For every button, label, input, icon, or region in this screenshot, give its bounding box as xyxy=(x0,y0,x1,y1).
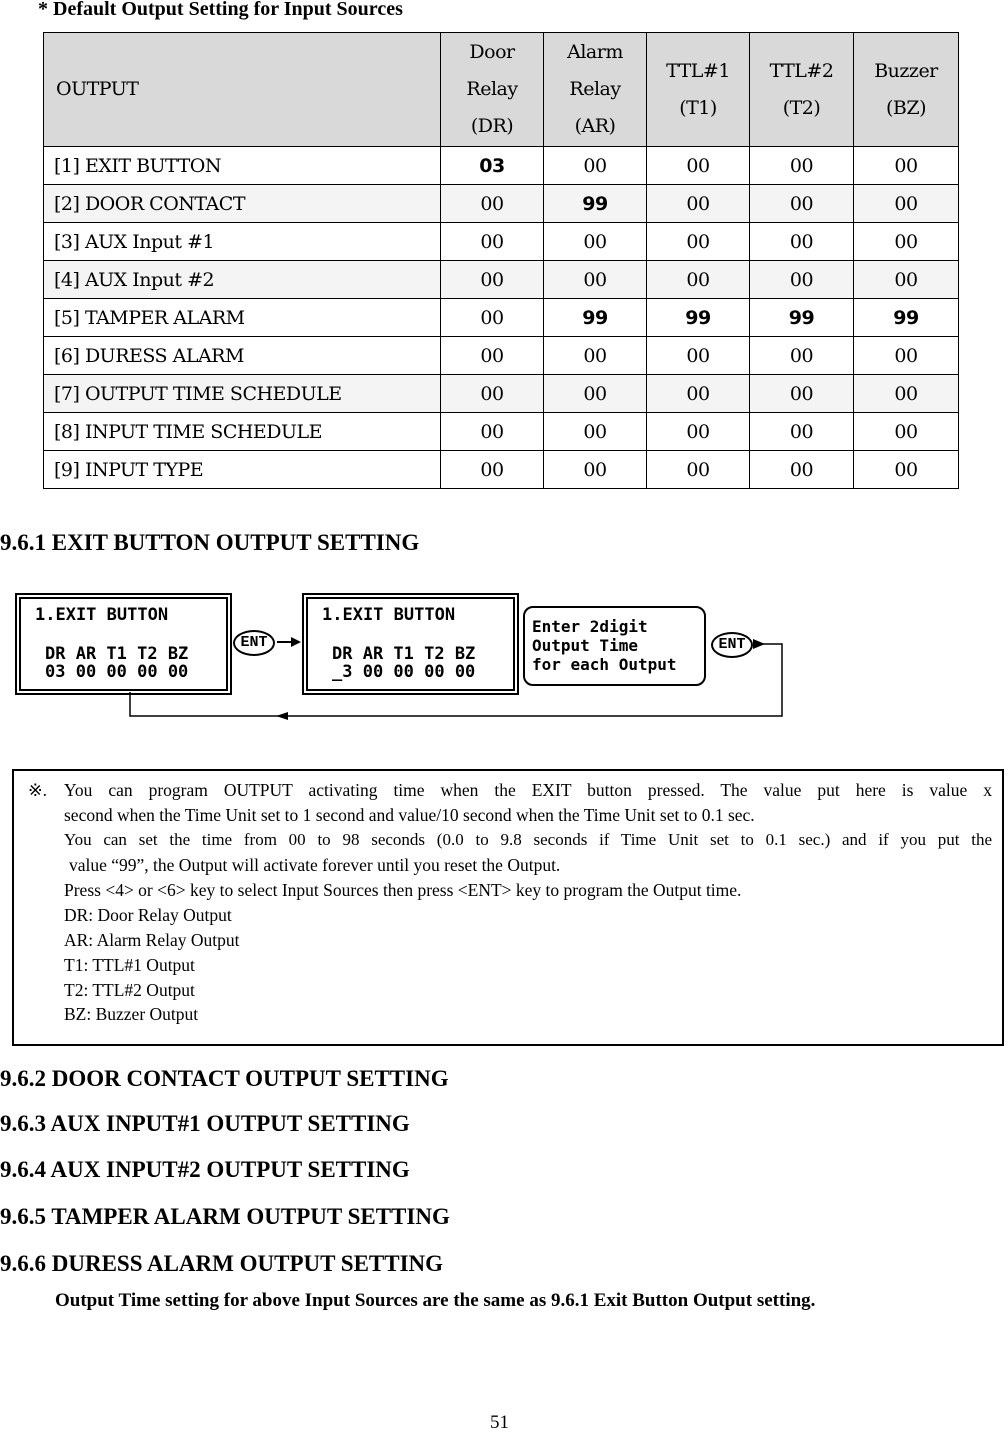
row-label: [7] OUTPUT TIME SCHEDULE xyxy=(44,375,441,413)
note-line: Press <4> or <6> key to select Input Sources then press <ENT> key to program the Output time. xyxy=(64,880,742,900)
lcd1-line3: 03 00 00 00 00 xyxy=(45,662,189,682)
header-alarm-relay: Alarm Relay (AR) xyxy=(544,33,647,147)
table-cell: 00 xyxy=(854,147,959,185)
section-heading-966: 9.6.6 DURESS ALARM OUTPUT SETTING xyxy=(0,1251,444,1276)
table-cell: 00 xyxy=(441,413,544,451)
table-title: * Default Output Setting for Input Sources xyxy=(38,0,403,20)
table-cell: 00 xyxy=(854,261,959,299)
table-cell: 00 xyxy=(647,223,750,261)
header-door-relay: Door Relay (DR) xyxy=(441,33,544,147)
return-loop-arrow-icon xyxy=(120,636,790,726)
note-line: second when the Time Unit set to 1 second and value/10 second when the Time Unit set to 0.1 sec. xyxy=(64,805,755,825)
note-line: value “99”, the Output will activate forever until you reset the Output. xyxy=(69,855,561,875)
table-cell: 00 xyxy=(750,185,854,223)
table-row xyxy=(44,451,959,489)
table-cell: 00 xyxy=(441,375,544,413)
table-cell: 00 xyxy=(544,337,647,375)
table-cell: 00 xyxy=(854,375,959,413)
row-label: [2] DOOR CONTACT xyxy=(44,185,441,223)
row-label: [8] INPUT TIME SCHEDULE xyxy=(44,413,441,451)
table-cell: 00 xyxy=(750,413,854,451)
note-line: You can set the time from 00 to 98 seconds (0.0 to 9.8 seconds if Time Unit set to 0.1 sec.) and if you put the xyxy=(64,830,992,849)
table-cell: 99 xyxy=(544,299,647,337)
section-heading-965: 9.6.5 TAMPER ALARM OUTPUT SETTING xyxy=(0,1204,450,1229)
table-cell: 99 xyxy=(750,299,854,337)
table-body xyxy=(44,147,959,489)
table-cell: 00 xyxy=(544,413,647,451)
note-line: DR: Door Relay Output xyxy=(64,905,232,925)
table-cell: 00 xyxy=(647,261,750,299)
note-marker: ※. xyxy=(28,780,48,800)
table-cell: 00 xyxy=(441,337,544,375)
table-cell: 00 xyxy=(854,185,959,223)
table-cell: 00 xyxy=(750,261,854,299)
table-cell: 00 xyxy=(854,451,959,489)
default-output-table xyxy=(43,32,959,489)
note-line: BZ: Buzzer Output xyxy=(64,1004,199,1024)
lcd1-line2: DR AR T1 T2 BZ xyxy=(45,644,189,664)
header-output: OUTPUT xyxy=(44,33,441,147)
header-ttl2: TTL#2 (T2) xyxy=(750,33,854,147)
table-cell: 99 xyxy=(544,185,647,223)
row-label: [3] AUX Input #1 xyxy=(44,223,441,261)
header-buzzer: Buzzer (BZ) xyxy=(854,33,959,147)
note-box xyxy=(12,769,1004,1046)
table-row xyxy=(44,147,959,185)
table-cell: 99 xyxy=(647,299,750,337)
table-cell: 00 xyxy=(441,451,544,489)
table-row xyxy=(44,261,959,299)
row-label: [5] TAMPER ALARM xyxy=(44,299,441,337)
lcd2-line1: 1.EXIT BUTTON xyxy=(322,605,456,625)
table-row xyxy=(44,299,959,337)
note-line: You can program OUTPUT activating time when the EXIT button pressed. The value put here is value x xyxy=(64,780,992,800)
table-cell: 99 xyxy=(854,299,959,337)
table-cell: 03 xyxy=(441,147,544,185)
table-cell: 00 xyxy=(750,147,854,185)
ent-key-icon: ENT xyxy=(233,630,275,656)
table-cell: 00 xyxy=(750,337,854,375)
row-label: [4] AUX Input #2 xyxy=(44,261,441,299)
table-cell: 00 xyxy=(441,261,544,299)
row-label: [1] EXIT BUTTON xyxy=(44,147,441,185)
section-heading-964: 9.6.4 AUX INPUT#2 OUTPUT SETTING xyxy=(0,1157,410,1182)
table-cell: 00 xyxy=(750,223,854,261)
table-cell: 00 xyxy=(544,147,647,185)
section-heading-961: 9.6.1 EXIT BUTTON OUTPUT SETTING xyxy=(0,530,420,555)
note-line: T1: TTL#1 Output xyxy=(64,955,195,975)
table-row xyxy=(44,223,959,261)
note-line: T2: TTL#2 Output xyxy=(64,980,195,1000)
table-header-row xyxy=(44,33,959,147)
note-line: AR: Alarm Relay Output xyxy=(64,930,240,950)
table-cell: 00 xyxy=(854,413,959,451)
row-label: [6] DURESS ALARM xyxy=(44,337,441,375)
footnote: Output Time setting for above Input Sources are the same as 9.6.1 Exit Button Output setting. xyxy=(55,1290,816,1311)
section-heading-962: 9.6.2 DOOR CONTACT OUTPUT SETTING xyxy=(0,1066,449,1091)
table-cell: 00 xyxy=(544,223,647,261)
row-label: [9] INPUT TYPE xyxy=(44,451,441,489)
table-row xyxy=(44,375,959,413)
prompt-line3: for each Output xyxy=(532,655,677,674)
header-ttl1: TTL#1 (T1) xyxy=(647,33,750,147)
page-number: 51 xyxy=(490,1412,509,1433)
table-cell: 00 xyxy=(647,375,750,413)
table-cell: 00 xyxy=(544,261,647,299)
table-cell: 00 xyxy=(647,337,750,375)
ent-key-icon: ENT xyxy=(711,632,753,658)
table-cell: 00 xyxy=(544,451,647,489)
table-cell: 00 xyxy=(750,451,854,489)
table-cell: 00 xyxy=(441,223,544,261)
table-row xyxy=(44,185,959,223)
lcd2-line2: DR AR T1 T2 BZ xyxy=(332,644,476,664)
table-row xyxy=(44,413,959,451)
table-cell: 00 xyxy=(647,147,750,185)
table-cell: 00 xyxy=(441,185,544,223)
table-cell: 00 xyxy=(441,299,544,337)
lcd2-line3: _3 00 00 00 00 xyxy=(332,662,476,682)
table-cell: 00 xyxy=(854,337,959,375)
table-cell: 00 xyxy=(750,375,854,413)
section-heading-963: 9.6.3 AUX INPUT#1 OUTPUT SETTING xyxy=(0,1111,410,1136)
table-cell: 00 xyxy=(647,185,750,223)
prompt-line2: Output Time xyxy=(532,636,638,655)
table-cell: 00 xyxy=(647,451,750,489)
table-cell: 00 xyxy=(647,413,750,451)
table-row xyxy=(44,337,959,375)
table-cell: 00 xyxy=(854,223,959,261)
lcd1-line1: 1.EXIT BUTTON xyxy=(35,605,169,625)
table-cell: 00 xyxy=(544,375,647,413)
prompt-line1: Enter 2digit xyxy=(532,617,648,636)
